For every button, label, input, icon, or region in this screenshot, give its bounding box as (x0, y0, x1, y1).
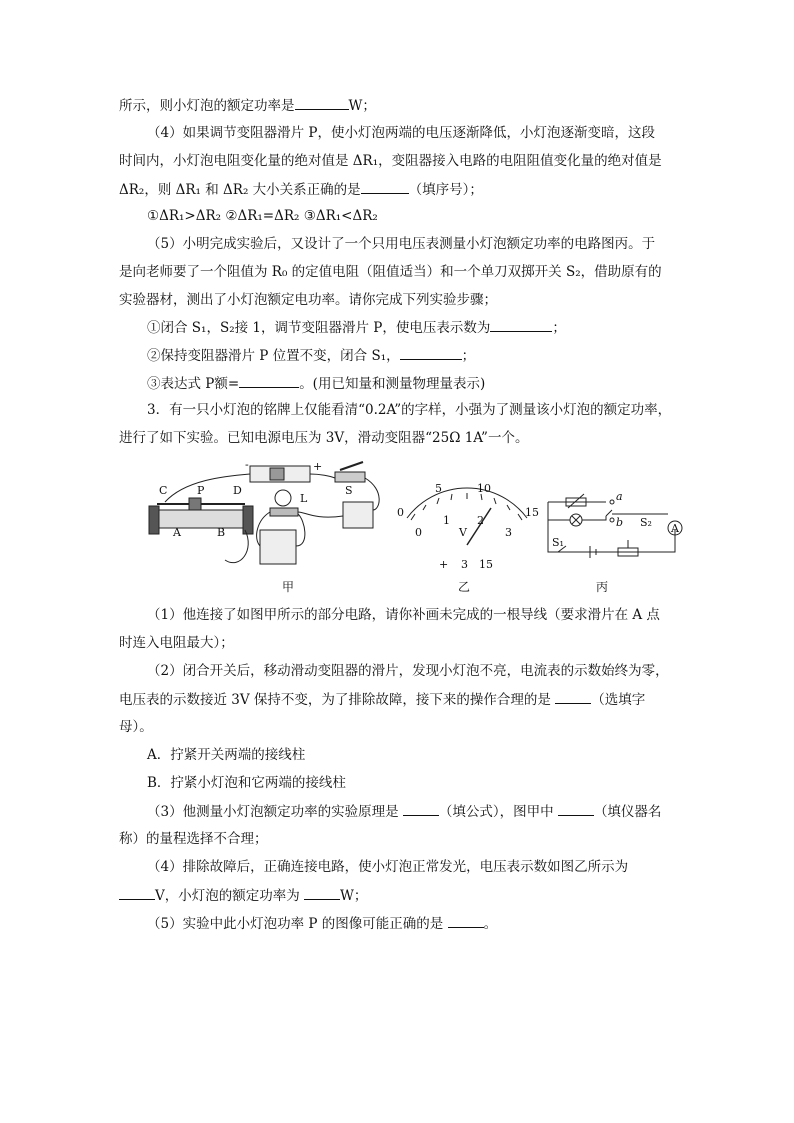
answer-blank[interactable] (558, 801, 594, 816)
p3-q3-b: 称）的量程选择不合理； (119, 831, 268, 847)
p3-q2-c: 母）。 (119, 719, 153, 735)
q5-line-b: 是向老师要了一个阻值为 R₀ 的定值电阻（阻值适当）和一个单刀双掷开关 S₂，借助原有的 (119, 264, 662, 280)
ammeter (343, 502, 373, 528)
label-minus: - (245, 458, 249, 471)
label-S2: S₂ (640, 516, 652, 529)
label-S: S (345, 484, 353, 497)
answer-blank[interactable] (400, 345, 462, 360)
label-plus: + (313, 460, 323, 473)
q4-line-a: （4）如果调节变阻器滑片 P，使小灯泡两端的电压逐渐降低，小灯泡逐渐变暗，这段 (147, 125, 655, 141)
label-a: a (616, 490, 623, 503)
scale-bottom-3: 3 (505, 526, 512, 539)
scale-bottom-0: 0 (415, 526, 422, 539)
p3-line-a: 3．有一只小灯泡的铭牌上仅能看清“0.2A”的字样，小强为了测量该小灯泡的额定功率， (147, 402, 672, 418)
q5-step-1: ①闭合 S₁，S₂接 1，调节变阻器滑片 P，使电压表示数为 ； (147, 317, 566, 338)
unit-V: V (459, 526, 467, 539)
answer-blank[interactable] (403, 801, 439, 816)
answer-blank[interactable] (490, 317, 552, 332)
label-P: P (197, 484, 205, 497)
caption-bing: 丙 (596, 580, 609, 594)
figure-bing (540, 490, 690, 565)
scale-top-15: 15 (525, 506, 539, 519)
q-line-1: 所示，则小灯泡的额定功率是 W； (119, 95, 376, 116)
p3-line-b: 进行了如下实验。已知电源电压为 3V，滑动变阻器“25Ω 1A”一个。 (119, 430, 529, 446)
caption-yi: 乙 (458, 580, 471, 594)
terminal-15: 15 (479, 558, 493, 571)
q5-step-2: ②保持变阻器滑片 P 位置不变，闭合 S₁， ； (147, 345, 475, 366)
figure-jia (145, 450, 395, 595)
q4-line-b: 时间内，小灯泡电阻变化量的绝对值是 ΔR₁，变阻器接入电路的电阻阻值变化量的绝对值是 (119, 153, 662, 169)
q5-line-c: 实验器材，测出了小灯泡额定电功率。请你完成下列实验步骤； (119, 292, 497, 308)
scale-top-0: 0 (397, 506, 404, 519)
answer-blank[interactable] (239, 373, 299, 388)
q4-line-c: ΔR₂，则 ΔR₁ 和 ΔR₂ 大小关系正确的是 （填序号）； (119, 179, 483, 200)
terminal-plus: + (439, 558, 449, 571)
p3-q2-a: （2）闭合开关后，移动滑动变阻器的滑片，发现小灯泡不亮，电流表的示数始终为零， (147, 663, 669, 679)
terminal-3: 3 (461, 558, 468, 571)
figure-yi (395, 480, 540, 575)
answer-blank[interactable] (555, 689, 591, 704)
answer-blank[interactable] (295, 95, 349, 110)
label-D: D (233, 484, 242, 497)
q5-step-3: ③表达式 P额= 。(用已知量和测量物理量表示) (147, 373, 485, 394)
q4-options: ①ΔR₁>ΔR₂ ②ΔR₁=ΔR₂ ③ΔR₁<ΔR₂ (147, 208, 378, 224)
scale-bottom-1: 1 (443, 514, 450, 527)
voltmeter (260, 530, 296, 564)
label-L: L (300, 492, 308, 505)
p3-q5: （5）实验中此小灯泡功率 P 的图像可能正确的是 。 (147, 913, 497, 934)
label-C: C (159, 484, 168, 497)
caption-jia: 甲 (282, 580, 295, 594)
label-S1: S₁ (552, 536, 564, 549)
rheostat-slider[interactable] (189, 498, 201, 510)
scale-top-5: 5 (435, 482, 442, 495)
label-A: A (671, 522, 679, 535)
p3-option-a: A．拧紧开关两端的接线柱 (147, 747, 306, 763)
label-b: b (616, 516, 624, 529)
answer-blank[interactable] (119, 885, 155, 900)
switch[interactable] (335, 472, 365, 482)
p3-q3-a: （3）他测量小灯泡额定功率的实验原理是 （填公式），图甲中 （填仪器名 (147, 801, 661, 822)
scale-top-10: 10 (477, 482, 491, 495)
answer-blank[interactable] (304, 885, 340, 900)
label-B: B (217, 526, 226, 539)
p3-q4-b: V，小灯泡的额定功率为 W； (119, 885, 367, 906)
q5-line-a: （5）小明完成实验后，又设计了一个只用电压表测量小灯泡额定功率的电路图丙。于 (147, 236, 656, 252)
lamp-bulb (275, 490, 291, 506)
answer-blank[interactable] (361, 179, 409, 194)
p3-q1-a: （1）他连接了如图甲所示的部分电路，请你补画未完成的一根导线（要求滑片在 A 点 (147, 607, 660, 623)
p3-q4-a: （4）排除故障后，正确连接电路，使小灯泡正常发光，电压表示数如图乙所示为 (147, 859, 629, 875)
answer-blank[interactable] (448, 913, 484, 928)
p3-q1-b: 时连入电阻最大）； (119, 635, 234, 651)
p3-q2-b: 电压表的示数接近 3V 保持不变，为了排除故障，接下来的操作合理的是 （选填字 (119, 689, 645, 710)
scale-bottom-2: 2 (477, 514, 484, 527)
rheostat-coil (157, 510, 245, 528)
p3-option-b: B．拧紧小灯泡和它两端的接线柱 (147, 775, 346, 791)
label-A: A (173, 526, 181, 539)
